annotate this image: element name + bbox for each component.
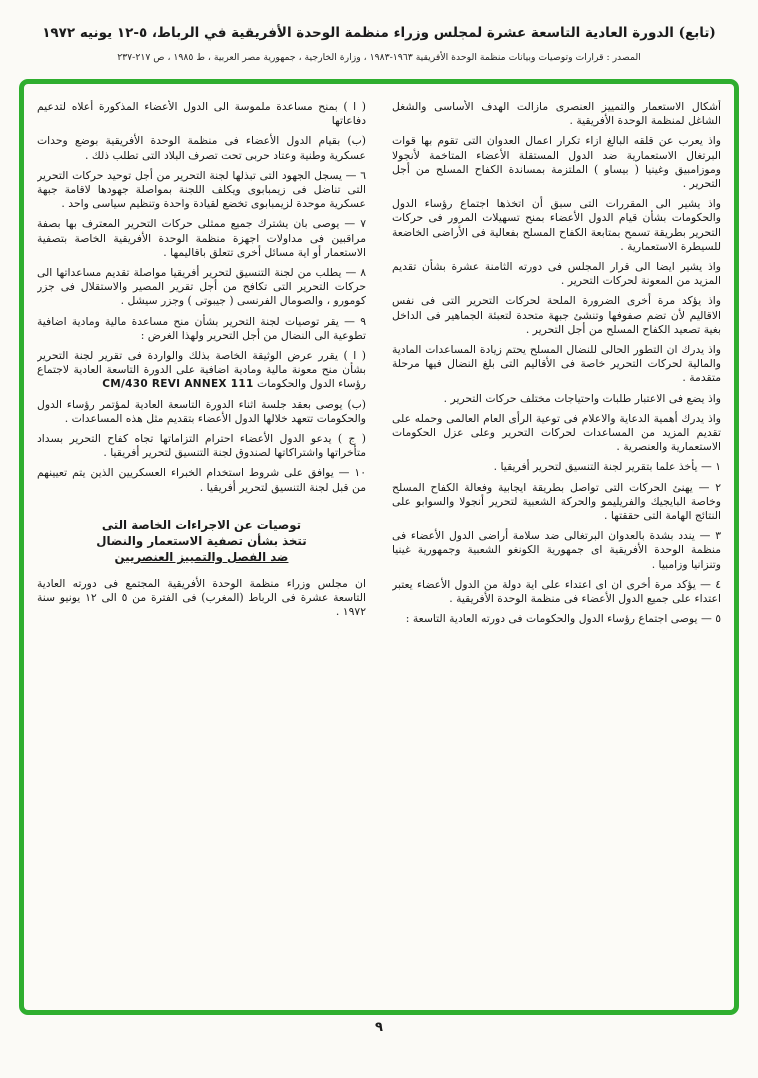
numbered-item: ١٠ — يوافق على شروط استخدام الخبراء العسكريين الذين يتم تعيينهم من قبل لجنة التنسيق لتحرير أفريقيا . [37, 466, 366, 494]
paragraph: واذ يشير الى المقررات التى سبق أن اتخذها اجتماع رؤساء الدول والحكومات بشأن قيام الدول الأعضاء بمنح تسهيلات المرور فى حركات التحرير بطريقة تسمح بمتابعة الكفاح المسلح بفعالية فى الأراضى الخاضعة للسيطرة الاستعمارية . [392, 197, 721, 253]
document-reference: CM/430 REVI ANNEX 111 [102, 378, 254, 391]
sub-item: ( ا ) بمنح مساعدة ملموسة الى الدول الأعضاء المذكورة أعلاه لتدعيم دفاعاتها [37, 100, 366, 128]
numbered-item: ٣ — يندد بشدة بالعدوان البرتغالى ضد سلامة أراضى الدول الأعضاء فى منظمة الوحدة الأفريقية اى جمهورية الكونغو الشعبية وجمهورية غينيا وتنزانيا وزامبيا . [392, 529, 721, 571]
numbered-item: ٤ — يؤكد مرة أخرى ان اى اعتداء على اية دولة من الدول الأعضاء يعتبر اعتداء على جميع الدول الأعضاء فى منظمة الوحدة الأفريقية . [392, 577, 721, 606]
closing-paragraph: ان مجلس وزراء منظمة الوحدة الأفريقية المجتمع فى دورته العادية التاسعة عشرة فى الرباط (المغرب) فى الفترة من ٥ الى ١٢ يونيو سنة ١٩٧٢ . [37, 576, 366, 619]
two-column-layout [37, 100, 721, 1000]
heading-line: تتخذ بشأن تصفية الاستعمار والنضال [96, 533, 307, 548]
numbered-item: ١ — يأخذ علما بتقرير لجنة التنسيق لتحرير أفريقيا . [493, 460, 721, 474]
column-right [392, 100, 721, 1000]
paragraph: واذ يشير ايضا الى قرار المجلس فى دورته الثامنة عشرة بشأن تقديم المزيد من المعونة لحركات التحرير . [392, 260, 721, 288]
paragraph: أشكال الاستعمار والتمييز العنصرى مازالت الهدف الأساسى والشغل الشاغل لمنظمة الوحدة الأفريقية . [392, 100, 721, 128]
paragraph: واذ يضع فى الاعتبار طلبات واحتياجات مختلف حركات التحرير . [443, 391, 721, 405]
heading-line: توصيات عن الاجراءات الخاصة التى [101, 517, 302, 532]
paragraph: واذ يدرك أهمية الدعاية والاعلام فى توعية الرأى العام العالمى وحمله على تقديم المزيد من المساعدات لحركات التحرير وعلى عزل الحكومات الاستعمارية والعنصرية . [392, 411, 721, 454]
content-frame [19, 79, 739, 1015]
sub-item: (ب) يوصى بعقد جلسة اثناء الدورة التاسعة العادية لمؤتمر رؤساء الدول والحكومات تتعهد خلالها الدول الأعضاء بتقديم مثل هذه المساعدات . [37, 397, 366, 425]
sub-item: (ب) بقيام الدول الأعضاء فى منظمة الوحدة الأفريقية بوضع وحدات عسكرية وطنية وعتاد حربى تحت تصرف البلاد التى تطلب ذلك . [37, 134, 366, 162]
paragraph: واذ يدرك ان التطور الحالى للنضال المسلح يحتم زيادة المساعدات المادية والمالية لحركات التحرير خاصة فى الأقاليم التى بلغ النضال فيها مرحلة متقدمة . [392, 343, 721, 385]
numbered-item: ٧ — يوصى بان يشترك جميع ممثلى حركات التحرير المعترف بها بصفة مراقبين فى مداولات اجهزة منظمة الوحدة الأفريقية الخاصة بتصفية الاستعمار أو اية مسائل أخرى تتعلق باقاليمها . [37, 217, 366, 259]
column-left [37, 100, 366, 1000]
sub-item-text: ( ا ) يقرر عرض الوثيقة الخاصة بذلك والواردة فى تقرير لجنة التحرير بشأن منح معونة مالية ومادية اضافية على الدورة التاسعة العادية لاجتماع رؤساء الدول والحكومات [37, 349, 366, 391]
heading-line: ضد الفصل والتمييز العنصريين [114, 549, 289, 564]
numbered-item: ٩ — يقر توصيات لجنة التحرير بشأن منح مساعدة مالية ومادية اضافية تطوعية الى النضال من أجل التحرير ولهذا الغرض : [37, 314, 366, 342]
numbered-item: ٦ — يسجل الجهود التى تبذلها لجنة التحرير من أجل توحيد حركات التحرير التى تناضل فى زيمبابوى ويكلف اللجنة بمواصلة جهودها لاقامة جبهة عسكرية موحدة لزيمبابوى تخضع لقيادة واحدة وتنظيم سياسى واحد . [37, 168, 366, 211]
numbered-item: ٥ — يوصى اجتماع رؤساء الدول والحكومات فى دورته العادية التاسعة : [405, 612, 721, 626]
sub-item: ( ج ) يدعو الدول الأعضاء احترام التزاماتها تجاه كفاح التحرير بسداد متأخراتها واشتراكاتها لصندوق لجنة التنسيق لتحرير أفريقيا . [37, 432, 366, 460]
page-number: ٩ [375, 1020, 383, 1035]
sub-item [37, 349, 366, 392]
numbered-item: ٨ — يطلب من لجنة التنسيق لتحرير أفريقيا مواصلة تقديم مساعداتها الى حركات التحرير التى تكافح من أجل تقرير المصير والاستقلال فى جزر كومورو ، والصومال الفرنسى ( جيبوتى ) وجزر سيشل . [37, 266, 366, 308]
paragraph: واذ يؤكد مرة أخرى الضرورة الملحة لحركات التحرير التى فى نفس الاقاليم لأن تضم صفوفها وتنشئ جبهة متحدة لتعبئة الجماهير فى الداخل بغية تصعيد الكفاح المسلح من أجل التحرير . [392, 294, 721, 336]
section-heading [51, 517, 352, 565]
document-title: (تابع) الدورة العادية التاسعة عشرة لمجلس وزراء منظمة الوحدة الأفريقية في الرباط، ٥-١٢ يونيه ١٩٧٢ [42, 25, 716, 41]
page-footer [0, 1020, 758, 1035]
document-header [0, 0, 758, 64]
numbered-item: ٢ — يهنئ الحركات التى تواصل بطريقة ايجابية وفعالة الكفاح المسلح وخاصة البايجيك والفريليمو والحركة الشعبية لتحرير أنجولا والسوابو على النتائج الهامة التى حققتها . [392, 480, 721, 523]
paragraph: واذ يعرب عن قلقه البالغ ازاء تكرار اعمال العدوان التى تقوم بها قوات البرتغال الاستعمارية ضد الدول المستقلة الأعضاء المتاخمة لأنجولا وموزامبيق وغينيا ( بيساو ) الملتزمة بمساندة الكفاح المسلح من أجل التحرير . [392, 134, 721, 191]
document-source-line: المصدر : قرارات وتوصيات وبيانات منظمة الوحدة الأفريقية ١٩٦٣-١٩٨٣ ، وزارة الخارجية ، جمهورية مصر العربية ، ط ١٩٨٥ ، ص ٢١٧-٢٣٧ [117, 52, 641, 63]
